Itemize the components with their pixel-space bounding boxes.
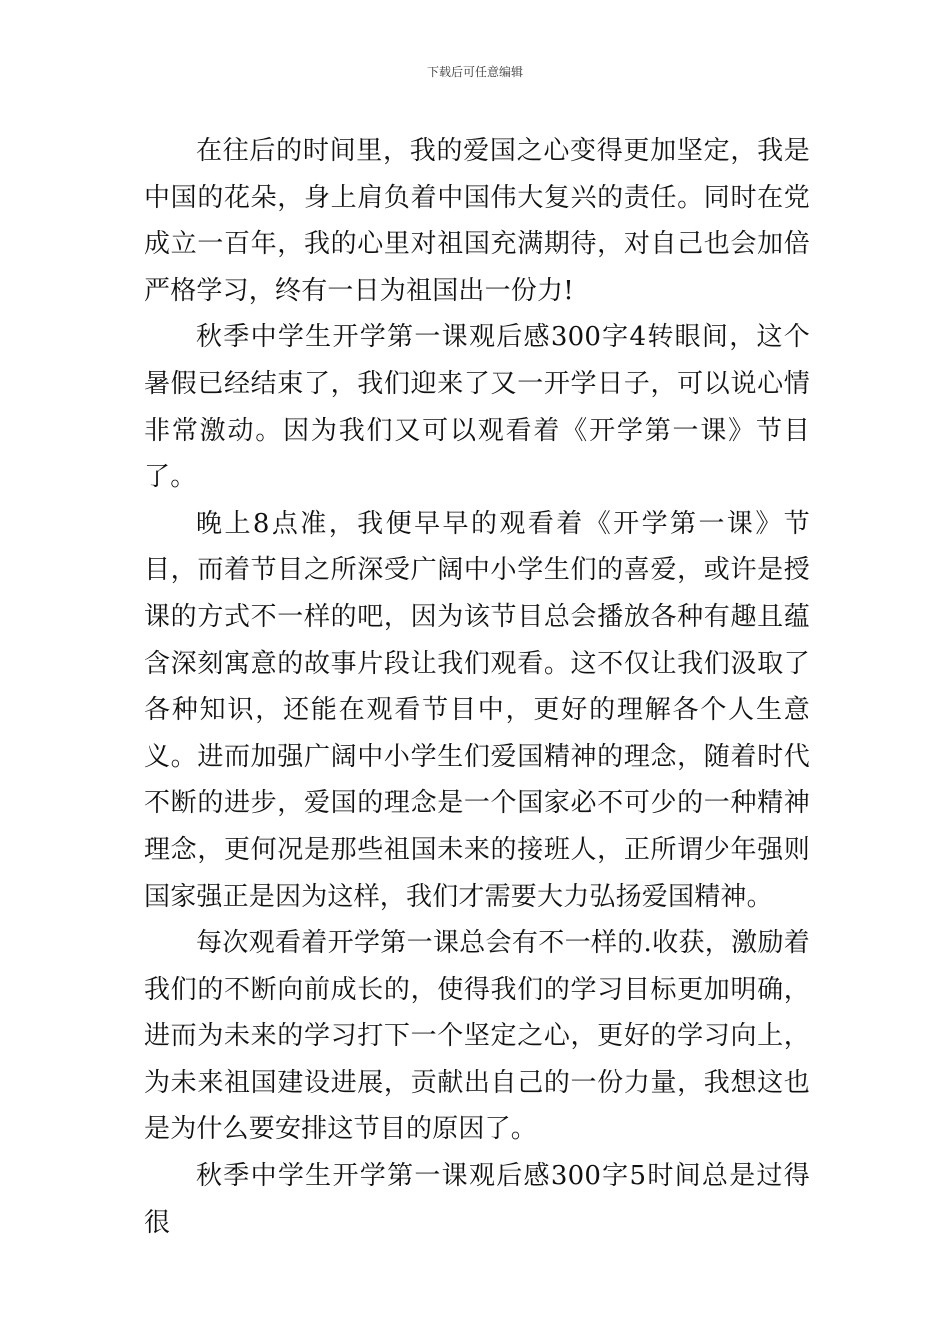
paragraph: 秋季中学生开学第一课观后感300字4转眼间，这个暑假已经结束了，我们迎来了又一开学日子，可以说心情非常激动。因为我们又可以观看着《开学第一课》节目了。: [144, 322, 810, 493]
page-header: 下载后可任意编辑: [426, 65, 523, 79]
paragraph: 秋季中学生开学第一课观后感300字5时间总是过得很: [144, 1161, 810, 1238]
paragraph: 每次观看着开学第一课总会有不一样的.收获，激励着我们的不断向前成长的，使得我们的学习目标更加明确，进而为未来的学习打下一个坚定之心，更好的学习向上，为未来祖国建设进展，贡献出自己的一份力量，我想这也是为什么要安排这节目的原因了。: [144, 928, 810, 1145]
document-body: [144, 128, 810, 1246]
paragraph: 晚上8点准，我便早早的观看着《开学第一课》节目，而着节目之所深受广阔中小学生们的喜爱，或许是授课的方式不一样的吧，因为该节目总会播放各种有趣且蕴含深刻寓意的故事片段让我们观看。这不仅让我们汲取了各种知识，还能在观看节目中，更好的理解各个人生意义。进而加强广阔中小学生们爱国精神的理念，随着时代不断的进步，爱国的理念是一个国家必不可少的一种精神理念，更何况是那些祖国未来的接班人，正所谓少年强则国家强正是因为这样，我们才需要大力弘扬爱国精神。: [144, 508, 810, 912]
paragraph: 在往后的时间里，我的爱国之心变得更加坚定，我是中国的花朵，身上肩负着中国伟大复兴的责任。同时在党成立一百年，我的心里对祖国充满期待，对自己也会加倍严格学习，终有一日为祖国出一份力!: [144, 136, 810, 306]
